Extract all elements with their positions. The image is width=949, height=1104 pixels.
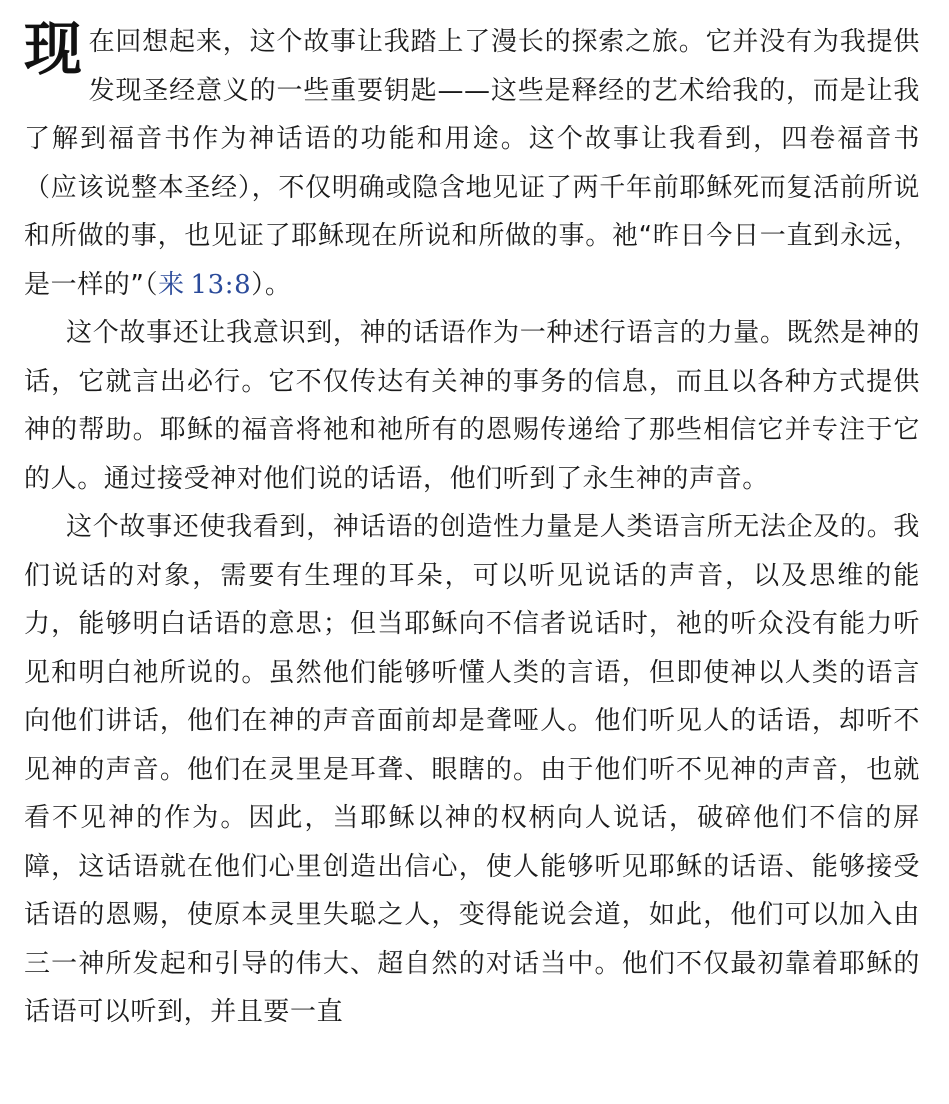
paragraph-1-ending: ）。 <box>251 269 292 300</box>
scripture-reference-number[interactable]: 13:8 <box>190 269 252 300</box>
paragraph-1-first-line: 在回想起来，这个故事让我踏上了漫长的探索之旅。它并没有为我 <box>88 27 867 57</box>
dropcap: 现 <box>24 15 83 83</box>
paragraph-1-body: 提供发现圣经意义的一些重要钥匙——这些是释经的艺术给我的，而是让我了解到福音书作为神话语的功能和用途。这个故事让我看到，四卷福音书（应该说整本圣经），不仅明确或隐含地见证了两千年前耶稣死而复活前所说和所做的事，也见证了耶稣现在所说和所做的事。祂“昨日今日一直到永远，是一样的”（ <box>24 27 921 300</box>
scripture-reference-verse[interactable] <box>185 270 252 300</box>
document-page <box>24 15 921 1037</box>
paragraph-3: 这个故事还使我看到，神话语的创造性力量是人类语言所无法企及的。我们说话的对象，需要有生理的耳朵，可以听见说话的声音，以及思维的能力，能够明白话语的意思；但当耶稣向不信者说话时，祂的听众没有能力听见和明白祂所说的。虽然他们能够听懂人类的言语，但即使神以人类的语言向他们讲话，他们在神的声音面前却是聋哑人。他们听见人的话语，却听不见神的声音。他们在灵里是耳聋、眼瞎的。由于他们听不见神的声音，也就看不见神的作为。因此，当耶稣以神的权柄向人说话，破碎他们不信的屏障，这话语就在他们心里创造出信心，使人能够听见耶稣的话语、能够接受话语的恩赐，使原本灵里失聪之人，变得能说会道，如此，他们可以加入由三一神所发起和引导的伟大、超自然的对话当中。他们不仅最初靠着耶稣的话语可以听到，并且要一直 <box>24 512 920 1027</box>
paragraph-1 <box>24 15 921 309</box>
scripture-reference-book[interactable]: 来 <box>158 269 185 300</box>
paragraph-2: 这个故事还让我意识到，神的话语作为一种述行语言的力量。既然是神的话，它就言出必行。它不仅传达有关神的事务的信息，而且以各种方式提供神的帮助。耶稣的福音将祂和祂所有的恩赐传递给了那些相信它并专注于它的人。通过接受神对他们说的话语，他们听到了永生神的声音。 <box>24 318 920 494</box>
